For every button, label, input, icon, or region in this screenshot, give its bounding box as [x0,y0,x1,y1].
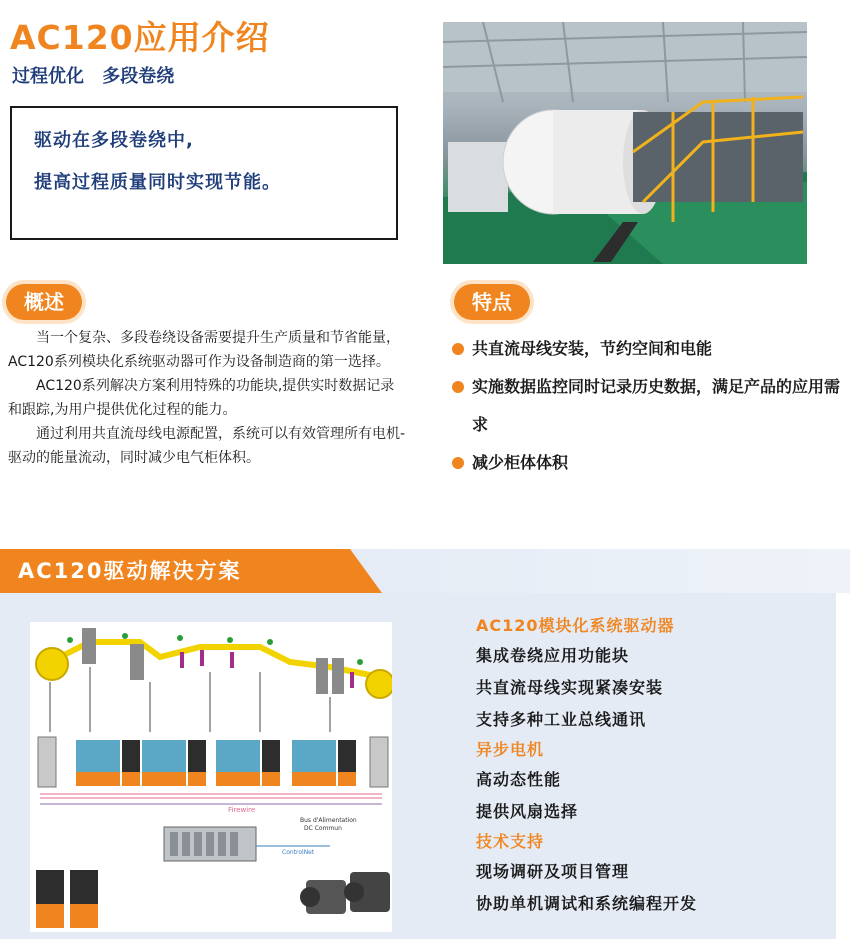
solution-item: 集成卷绕应用功能块 [476,646,630,665]
solution-group-title: 技术支持 [476,832,545,851]
intro-line-1: 驱动在多段卷绕中, [34,130,194,151]
bullet-dot-icon [452,381,464,393]
solution-item: 现场调研及项目管理 [476,862,630,881]
solution-item: 支持多种工业总线通讯 [476,710,647,729]
dc-bus-label: Bus d'Alimentation [300,817,357,824]
solution-item: 提供风扇选择 [476,802,579,821]
solution-list [476,612,836,920]
feature-item: 实施数据监控同时记录历史数据，满足产品的应用需求 [452,368,850,444]
intro-line-2: 提高过程质量同时实现节能。 [34,172,281,193]
solution-item: 共直流母线实现紧凑安装 [476,678,664,697]
dc-common-label: DC Commun [304,825,342,832]
solution-group-title: 异步电机 [476,740,545,759]
overview-heading: 概述 [6,284,82,320]
features-list [452,330,850,482]
feature-item: 共直流母线安装，节约空间和电能 [452,330,850,368]
paper-machine-photo [443,22,807,264]
firewire-label: Firewire [228,806,256,814]
bullet-dot-icon [452,457,464,469]
overview-text [8,326,408,470]
overview-paragraph-1: 当一个复杂、多段卷绕设备需要提升生产质量和节省能量，AC120系列模块化系统驱动器可作为设备制造商的第一选择。 [8,330,400,370]
solution-group-title: AC120模块化系统驱动器 [476,616,675,635]
solution-item: 高动态性能 [476,770,562,789]
overview-paragraph-2: AC120系列解决方案利用特殊的功能块,提供实时数据记录和跟踪,为用户提供优化过程的能力。 [8,378,395,418]
overview-paragraph-3: 通过利用共直流母线电源配置，系统可以有效管理所有电机-驱动的能量流动，同时减少电气柜体积。 [8,426,406,466]
intro-box [10,106,398,240]
features-heading: 特点 [454,284,530,320]
winding-system-diagram [30,622,392,932]
feature-item: 减少柜体体积 [452,444,850,482]
controlnet-label: ControlNet [282,849,315,856]
page-title: AC120应用介绍 [10,18,270,57]
page-subtitle: 过程优化 多段卷绕 [12,66,175,87]
solution-item: 协助单机调试和系统编程开发 [476,894,698,913]
bullet-dot-icon [452,343,464,355]
solution-heading: AC120驱动解决方案 [18,559,242,583]
